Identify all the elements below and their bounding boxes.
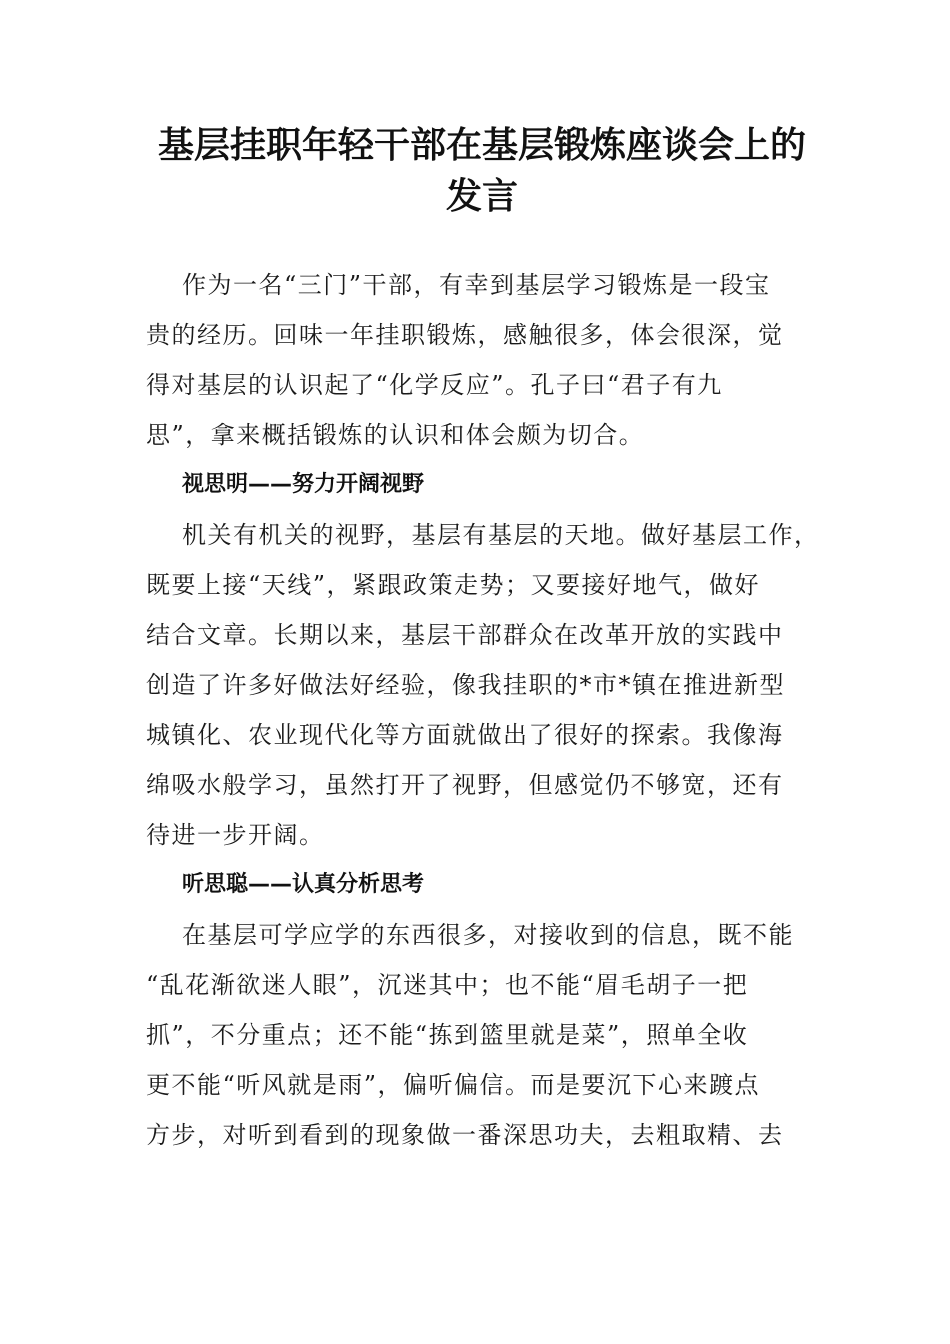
text-line: 思”，拿来概括锻炼的认识和体会颇为切合。 — [146, 421, 645, 449]
text-line: 结合文章。长期以来，基层干部群众在改革开放的实践中 — [146, 621, 784, 649]
text-line: 待进一步开阔。 — [146, 821, 325, 849]
text-line: 城镇化、农业现代化等方面就做出了很好的探索。我像海 — [146, 721, 784, 749]
document-body — [146, 260, 818, 1160]
text-line: 贵的经历。回味一年挂职锻炼，感触很多，体会很深，觉 — [146, 321, 784, 349]
document-title — [146, 120, 818, 222]
paragraph-intro — [146, 260, 818, 460]
title-line-1: 基层挂职年轻干部在基层锻炼座谈会上的 — [157, 124, 806, 166]
paragraph-section-1 — [146, 510, 818, 860]
text-line: 创造了许多好做法好经验，像我挂职的*市*镇在推进新型 — [146, 671, 785, 699]
title-line-2: 发言 — [445, 175, 518, 217]
document-page — [146, 120, 818, 1160]
text-line: 方步，对听到看到的现象做一番深思功夫，去粗取精、去 — [146, 1121, 784, 1149]
text-line: 既要上接“天线”，紧跟政策走势；又要接好地气，做好 — [146, 571, 761, 599]
text-line: 在基层可学应学的东西很多，对接收到的信息，既不能 — [182, 921, 794, 949]
text-line: 更不能“听风就是雨”，偏听偏信。而是要沉下心来踱点 — [146, 1071, 761, 1099]
section-heading-1: 视思明——努力开阔视野 — [182, 472, 425, 497]
text-line: 抓”，不分重点；还不能“拣到篮里就是菜”，照单全收 — [146, 1021, 749, 1049]
text-line: 作为一名“三门”干部，有幸到基层学习锻炼是一段宝 — [182, 271, 771, 299]
text-line: 绵吸水般学习，虽然打开了视野，但感觉仍不够宽，还有 — [146, 771, 784, 799]
text-line: 得对基层的认识起了“化学反应”。孔子曰“君子有九 — [146, 371, 723, 399]
paragraph-section-2 — [146, 910, 818, 1160]
text-line: “乱花渐欲迷人眼”，沉迷其中；也不能“眉毛胡子一把 — [146, 971, 749, 999]
text-line: 机关有机关的视野，基层有基层的天地。做好基层工作， — [182, 521, 820, 549]
section-heading-2: 听思聪——认真分析思考 — [182, 872, 425, 897]
